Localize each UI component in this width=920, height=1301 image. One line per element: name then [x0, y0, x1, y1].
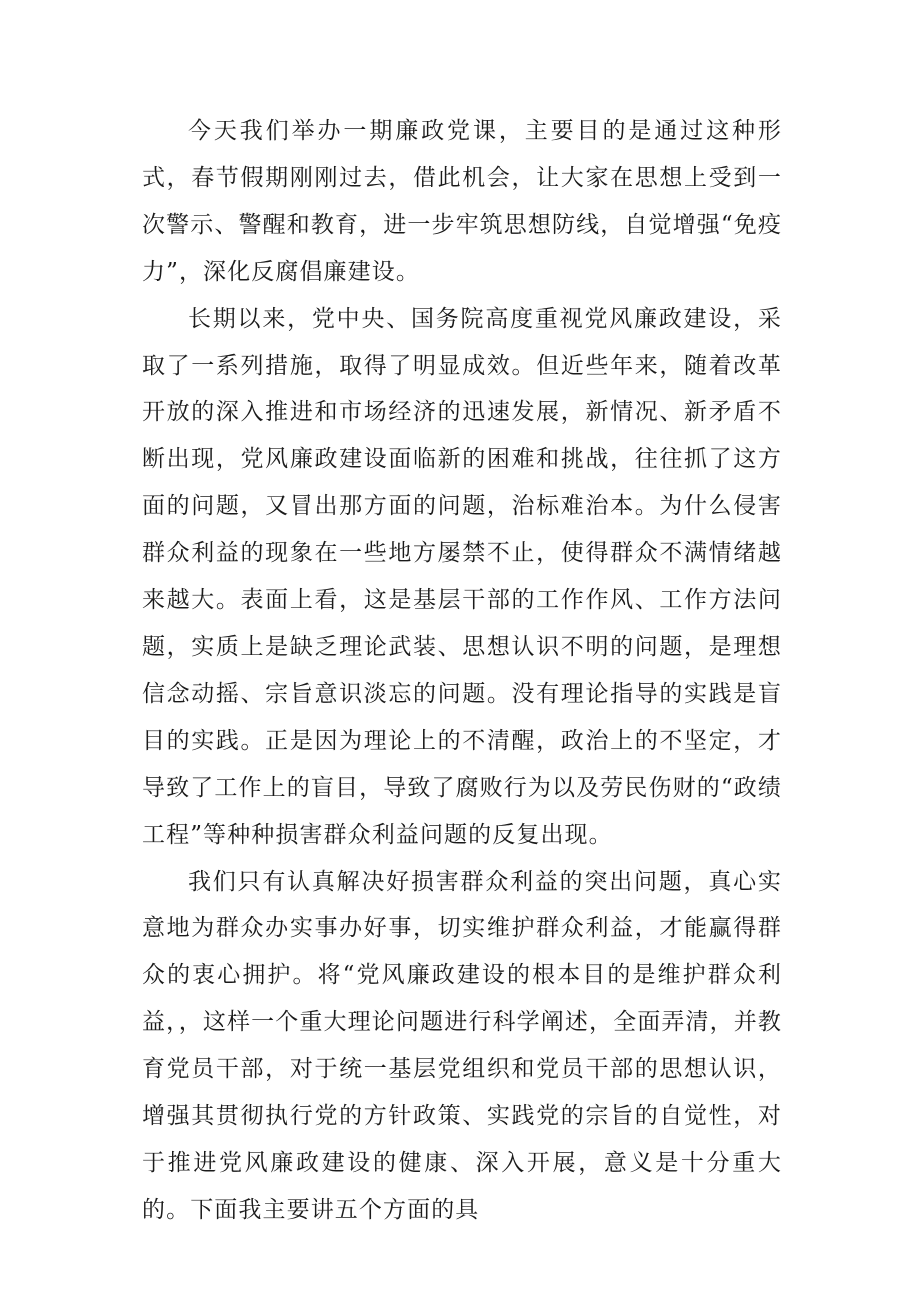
paragraph-2: 长期以来，党中央、国务院高度重视党风廉政建设，采取了一系列措施，取得了明显成效。但近些年来，随着改革开放的深入推进和市场经济的迅速发展，新情况、新矛盾不断出现，党风廉政建设面临新的困难和挑战，往往抓了这方面的问题，又冒出那方面的问题，治标难治本。为什么侵害群众利益的现象在一些地方屡禁不止，使得群众不满情绪越来越大。表面上看，这是基层干部的工作作风、工作方法问题，实质上是缺乏理论武装、思想认识不明的问题，是理想信念动摇、宗旨意识淡忘的问题。没有理论指导的实践是盲目的实践。正是因为理论上的不清醒，政治上的不坚定，才导致了工作上的盲目，导致了腐败行为以及劳民伤财的“政绩工程”等种种损害群众利益问题的反复出现。 [142, 305, 782, 848]
document-body [142, 108, 782, 1234]
paragraph-3: 我们只有认真解决好损害群众利益的突出问题，真心实意地为群众办实事办好事，切实维护群众利益，才能赢得群众的衷心拥护。将“党风廉政建设的根本目的是维护群众利益，，这样一个重大理论问题进行科学阐述，全面弄清，并教育党员干部，对于统一基层党组织和党员干部的思想认识，增强其贯彻执行党的方针政策、实践党的宗旨的自觉性，对于推进党风廉政建设的健康、深入开展，意义是十分重大的。下面我主要讲五个方面的具 [142, 868, 782, 1223]
paragraph-1: 今天我们举办一期廉政党课，主要目的是通过这种形式，春节假期刚刚过去，借此机会，让大家在思想上受到一次警示、警醒和教育，进一步牢筑思想防线，自觉增强“免疫力”，深化反腐倡廉建设。 [142, 118, 782, 285]
